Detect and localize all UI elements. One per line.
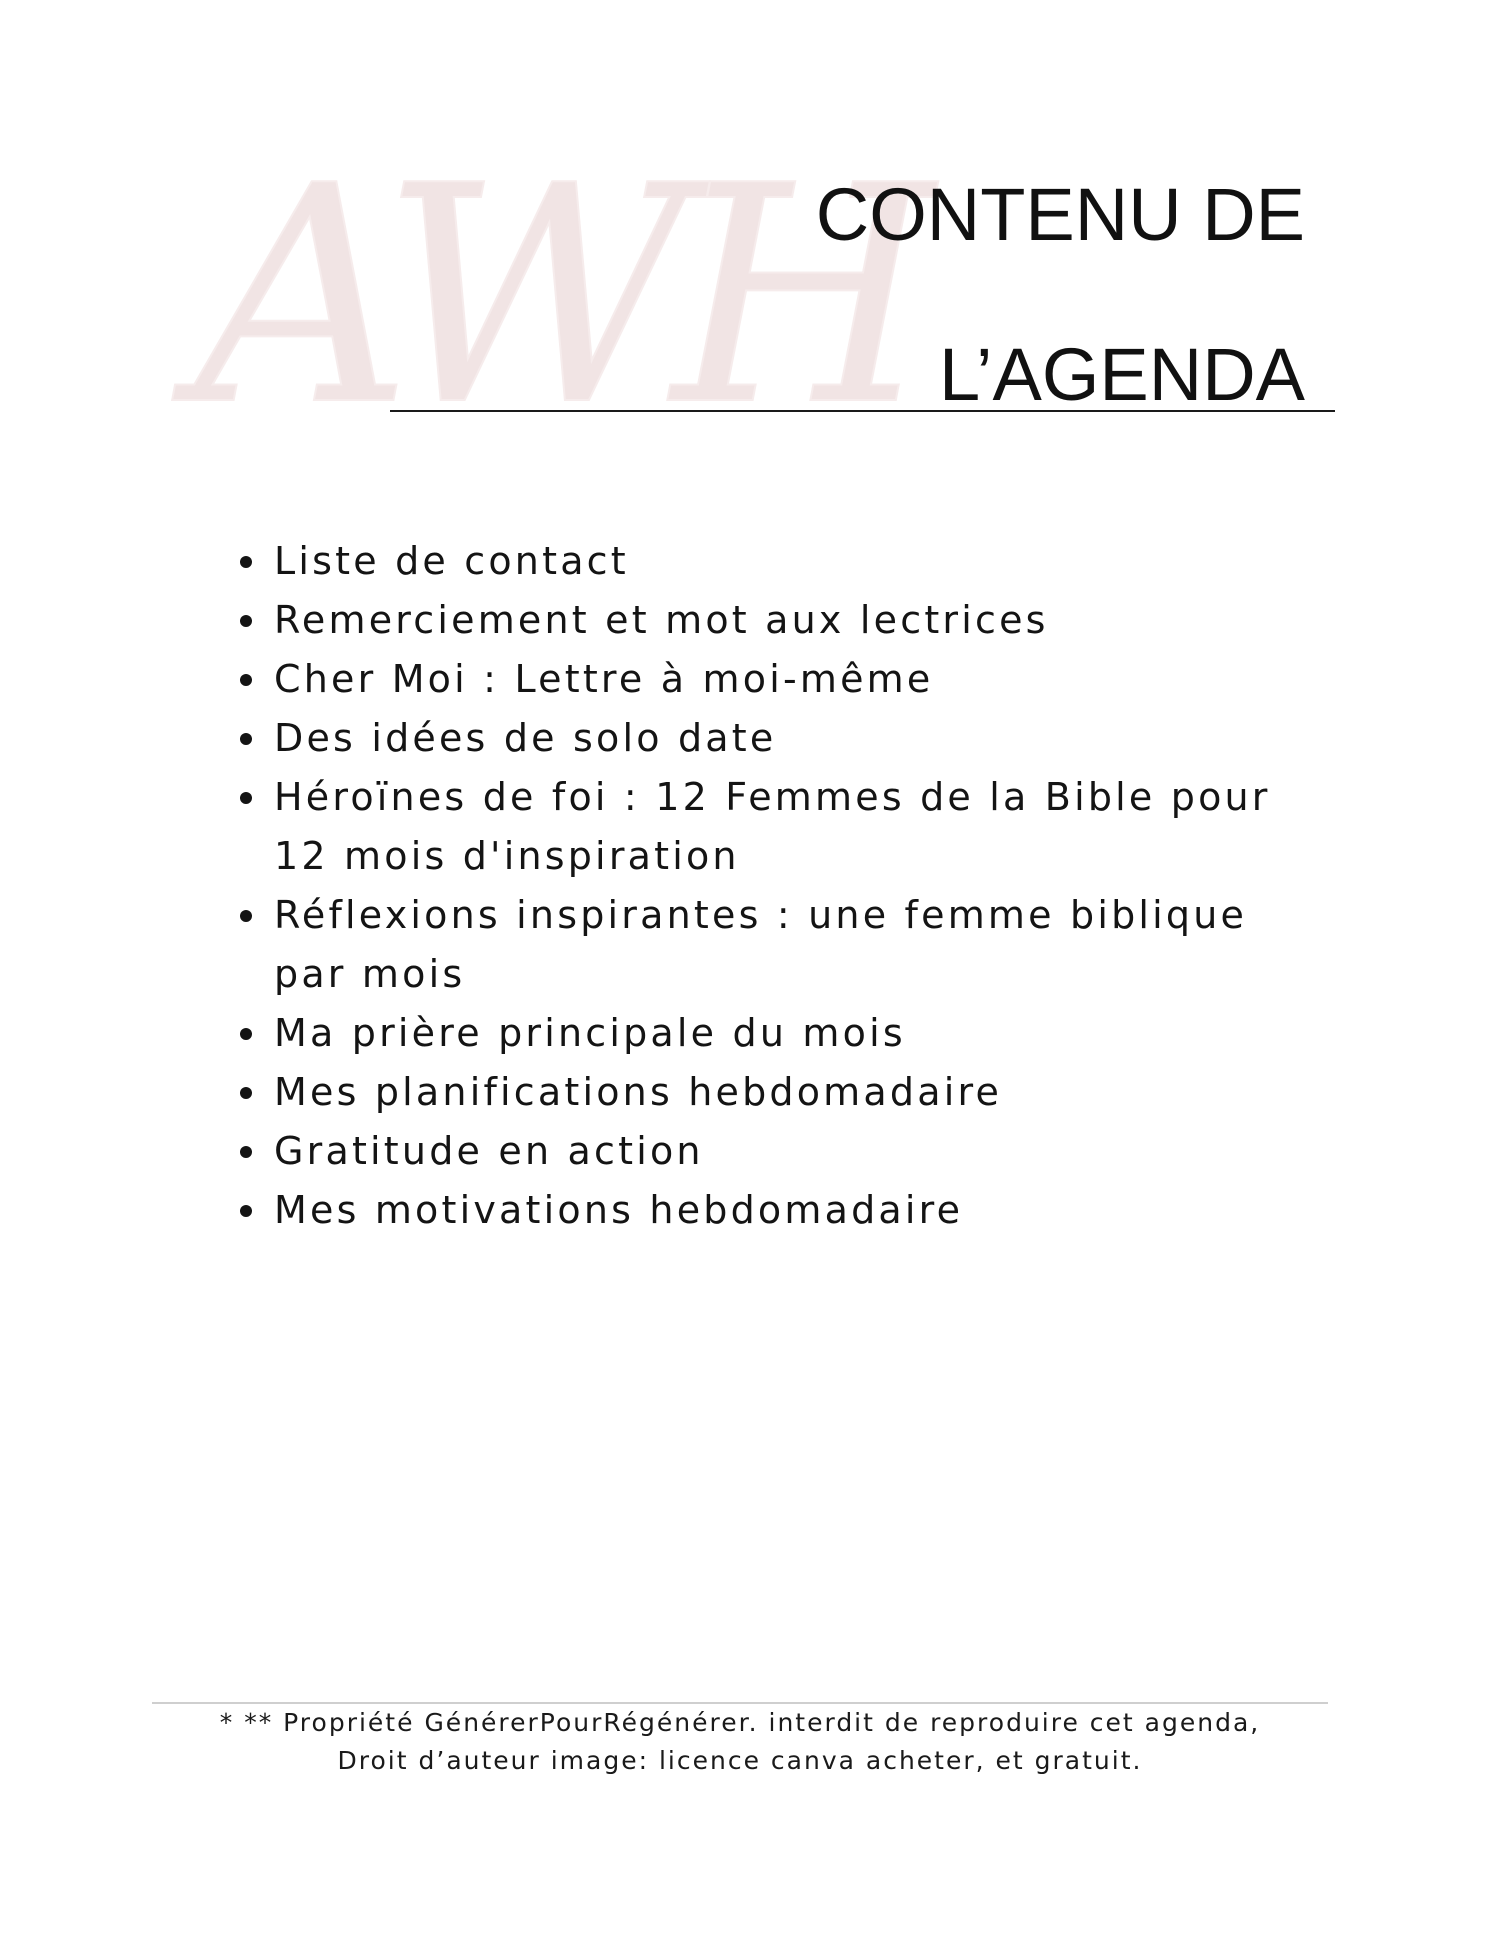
list-item	[240, 768, 1320, 886]
list-item-text: Mes motivations hebdomadaire	[274, 1188, 964, 1232]
contents-list	[240, 532, 1320, 1240]
title-line-2: L’AGENDA	[938, 333, 1305, 416]
bullet-dot	[240, 1087, 252, 1099]
list-item	[240, 886, 1320, 1004]
bullet-dot	[240, 674, 252, 686]
bullet-dot	[240, 615, 252, 627]
list-item	[240, 591, 1320, 650]
list-item-text: Mes planifications hebdomadaire	[274, 1070, 1003, 1114]
list-item-text: Liste de contact	[274, 539, 629, 583]
list-item	[240, 709, 1320, 768]
list-item	[240, 532, 1320, 591]
list-item-text: Héroïnes de foi : 12 Femmes de la Bible pour 12 mois d'inspiration	[274, 775, 1271, 878]
list-item	[240, 1004, 1320, 1063]
list-item-text: Ma prière principale du mois	[274, 1011, 906, 1055]
bullet-dot	[240, 733, 252, 745]
monogram-letters: AWH	[195, 122, 916, 471]
list-item-text: Des idées de solo date	[274, 716, 777, 760]
bullet-dot	[240, 556, 252, 568]
title-line-1: CONTENU DE	[815, 173, 1305, 256]
footer-line-2: Droit d’auteur image: licence canva acheter, et gratuit.	[337, 1746, 1143, 1775]
page-title	[390, 160, 1335, 416]
list-item-text: Réflexions inspirantes : une femme biblique par mois	[274, 893, 1248, 996]
list-item-text: Remerciement et mot aux lectrices	[274, 598, 1049, 642]
footer-line-1: * ** Propriété GénérerPourRégénérer. interdit de reproduire cet agenda,	[219, 1708, 1261, 1737]
list-item	[240, 1063, 1320, 1122]
bullet-dot	[240, 792, 252, 804]
list-item-text: Cher Moi : Lettre à moi-même	[274, 657, 934, 701]
list-item	[240, 650, 1320, 709]
bullet-dot	[240, 1205, 252, 1217]
list-item-text: Gratitude en action	[274, 1129, 704, 1173]
list-item	[240, 1122, 1320, 1181]
bullet-dot	[240, 910, 252, 922]
bullet-dot	[240, 1146, 252, 1158]
copyright-footer	[152, 1704, 1328, 1780]
list-item	[240, 1181, 1320, 1240]
bullet-dot	[240, 1028, 252, 1040]
